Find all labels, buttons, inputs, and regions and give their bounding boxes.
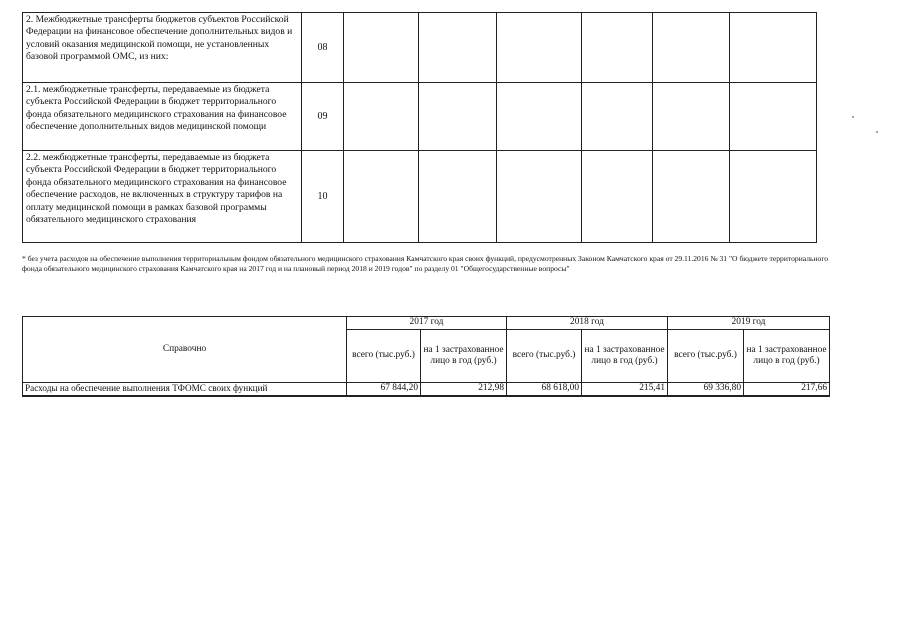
year-header: 2019 год <box>668 317 830 330</box>
row-code: 10 <box>302 151 344 243</box>
empty-cell <box>419 83 497 151</box>
value-cell: 68 618,00 <box>507 383 582 397</box>
year-header: 2017 год <box>347 317 507 330</box>
empty-cell <box>582 13 653 83</box>
table-row <box>23 83 817 151</box>
empty-cell <box>582 83 653 151</box>
empty-cell <box>730 13 817 83</box>
scan-speck <box>852 116 854 118</box>
empty-cell <box>653 13 730 83</box>
empty-cell <box>419 13 497 83</box>
per-person-column-header: на 1 застрахованное лицо в год (руб.) <box>421 330 507 383</box>
scan-speck <box>876 131 878 133</box>
empty-cell <box>344 83 419 151</box>
empty-cell <box>582 151 653 243</box>
table-row <box>23 13 817 83</box>
value-cell: 217,66 <box>744 383 830 397</box>
footnote: * без учета расходов на обеспечение выполнения территориальным фондом обязательного медицинского страхования Камчатского края своих функций, предусмотренных Законом Камчатского края от 29.11.2016 № 31 "О бюджете территориального фонда обязательного медицинского страхования Камчатского края на 2017 год и на плановый период 2018 и 2019 годов" по разделу 01 "Общегосударственные вопросы" <box>22 254 829 274</box>
table-row <box>23 151 817 243</box>
table-row <box>23 383 830 397</box>
row-description: 2. Межбюджетные трансферты бюджетов субъектов Российской Федерации на финансовое обеспечение дополнительных видов и условий оказания медицинской помощи, не установленных базовой программой ОМС, из них: <box>23 13 302 83</box>
empty-cell <box>653 83 730 151</box>
reference-table <box>22 316 830 397</box>
per-person-column-header: на 1 застрахованное лицо в год (руб.) <box>744 330 830 383</box>
reference-header: Справочно <box>23 317 347 383</box>
value-cell: 215,41 <box>582 383 668 397</box>
empty-cell <box>497 13 582 83</box>
empty-cell <box>419 151 497 243</box>
row-label: Расходы на обеспечение выполнения ТФОМС своих функций <box>23 383 347 397</box>
per-person-column-header: на 1 застрахованное лицо в год (руб.) <box>582 330 668 383</box>
empty-cell <box>730 151 817 243</box>
total-column-header: всего (тыс.руб.) <box>668 330 744 383</box>
row-description: 2.1. межбюджетные трансферты, передаваемые из бюджета субъекта Российской Федерации в бюджет территориального фонда обязательного медицинского страхования на финансовое обеспечение дополнительных видов медицинской помощи <box>23 83 302 151</box>
empty-cell <box>653 151 730 243</box>
empty-cell <box>497 83 582 151</box>
transfers-table <box>22 12 817 243</box>
row-description: 2.2. межбюджетные трансферты, передаваемые из бюджета субъекта Российской Федерации в бюджет территориального фонда обязательного медицинского страхования на финансовое обеспечение расходов, не включенных в структуру тарифов на оплату медицинской помощи в рамках базовой программы обязательного медицинского страхования <box>23 151 302 243</box>
empty-cell <box>497 151 582 243</box>
value-cell: 67 844,20 <box>347 383 421 397</box>
total-column-header: всего (тыс.руб.) <box>507 330 582 383</box>
empty-cell <box>730 83 817 151</box>
row-code: 08 <box>302 13 344 83</box>
empty-cell <box>344 151 419 243</box>
total-column-header: всего (тыс.руб.) <box>347 330 421 383</box>
year-header: 2018 год <box>507 317 668 330</box>
empty-cell <box>344 13 419 83</box>
value-cell: 212,98 <box>421 383 507 397</box>
row-code: 09 <box>302 83 344 151</box>
value-cell: 69 336,80 <box>668 383 744 397</box>
